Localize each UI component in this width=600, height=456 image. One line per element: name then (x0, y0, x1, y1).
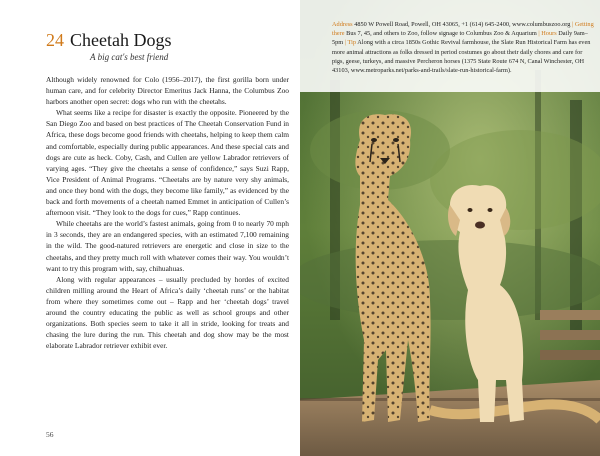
chapter-title: Cheetah Dogs (70, 30, 172, 50)
info-text (332, 20, 594, 75)
paragraph: Although widely renowned for Colo (1956–2017), the first gorilla born under human care, and for celebrity Director Emeritus Jack Hanna, the Columbus Zoo harbors another open secret: dogs who run with the cheetahs. (46, 75, 289, 107)
separator: | (571, 21, 574, 28)
paragraph: While cheetahs are the world’s fastest animals, going from 0 to nearly 70 mph in 3 seconds, they are an endangered species, with an estimated 7,100 remaining in the wild. The good-natured retrievers are energetic and close in size to the cheetahs, and they pretty much roll with whatever comes their way. You wouldn’t want to try this program with, say, chihuahuas. (46, 219, 289, 273)
right-page (300, 0, 600, 456)
tip-label: Tip (347, 39, 357, 47)
getting-there-label: Getting there (332, 21, 594, 38)
separator: | (344, 39, 347, 47)
hours-text: Daily 9am–5pm (332, 30, 588, 47)
chapter-subtitle: A big cat's best friend (90, 52, 169, 62)
page-number: 56 (46, 430, 54, 439)
hours-label: Hours (541, 30, 557, 38)
chapter-number: 24 (46, 30, 64, 50)
separator: | (538, 30, 540, 38)
address-label: Address (332, 21, 353, 28)
address-text: 4850 W Powell Road, Powell, OH 43065, +1 (614) 645-2400, www.columbuszoo.org (354, 21, 571, 28)
info-box (300, 0, 600, 92)
paragraph: Along with regular appearances – usually precluded by hordes of excited children milling around the Heart of Africa’s daily ‘cheetah runs’ or the habitat from where they sometimes come out – Rapp and her ‘cheetah dogs’ travel around the country educating the public as well as school groups and other organizations. Both species seem to take it all in stride, looking for treats and chasing the lure during the run. This cheetah and dog show may be the most elaborate Labrador retriever exhibit ever. (46, 274, 289, 351)
chapter-heading (46, 30, 286, 51)
body-text (46, 74, 289, 351)
paragraph: What seems like a recipe for disaster is exactly the opposite. Pioneered by the San Diego Zoo and based on best practices of The Cheetah Conservation Fund in Africa, these dogs become good friends with cheetahs, helping to keep them calm and comfortable, especially during public appearances. And these special cats and dogs are cute as heck. Coby, Cash, and Cullen are yellow Labrador retrievers of varying ages. “They give the cheetahs a sense of confidence,” says Suzi Rapp, Vice President of Animal Programs. “Cheetahs are by nature very shy animals, and once they bond with the dogs, they become like family,” as evidenced by the back and forth movements of a cheetah named Emmet in anticipation of Cullen’s afternoon visit. “They look to the dogs for cues,” Rapp continues. (46, 108, 289, 218)
tip-text: Along with a circa 1850s Gothic Revival farmhouse, the Slate Run Historical Farm has even more animal attractions as folks dressed in period costumes go about their daily chores and care for pigs, geese, turkeys, and massive Percheron horses (1375 State Route 674 N, Canal Winchester, OH 43103, www.metroparks.net/parks-and-trails/slate-run-historical-farm). (332, 39, 591, 75)
getting-there-text: Bus 7, 45, and others to Zoo, follow signage to Columbus Zoo & Aquarium (346, 30, 537, 38)
